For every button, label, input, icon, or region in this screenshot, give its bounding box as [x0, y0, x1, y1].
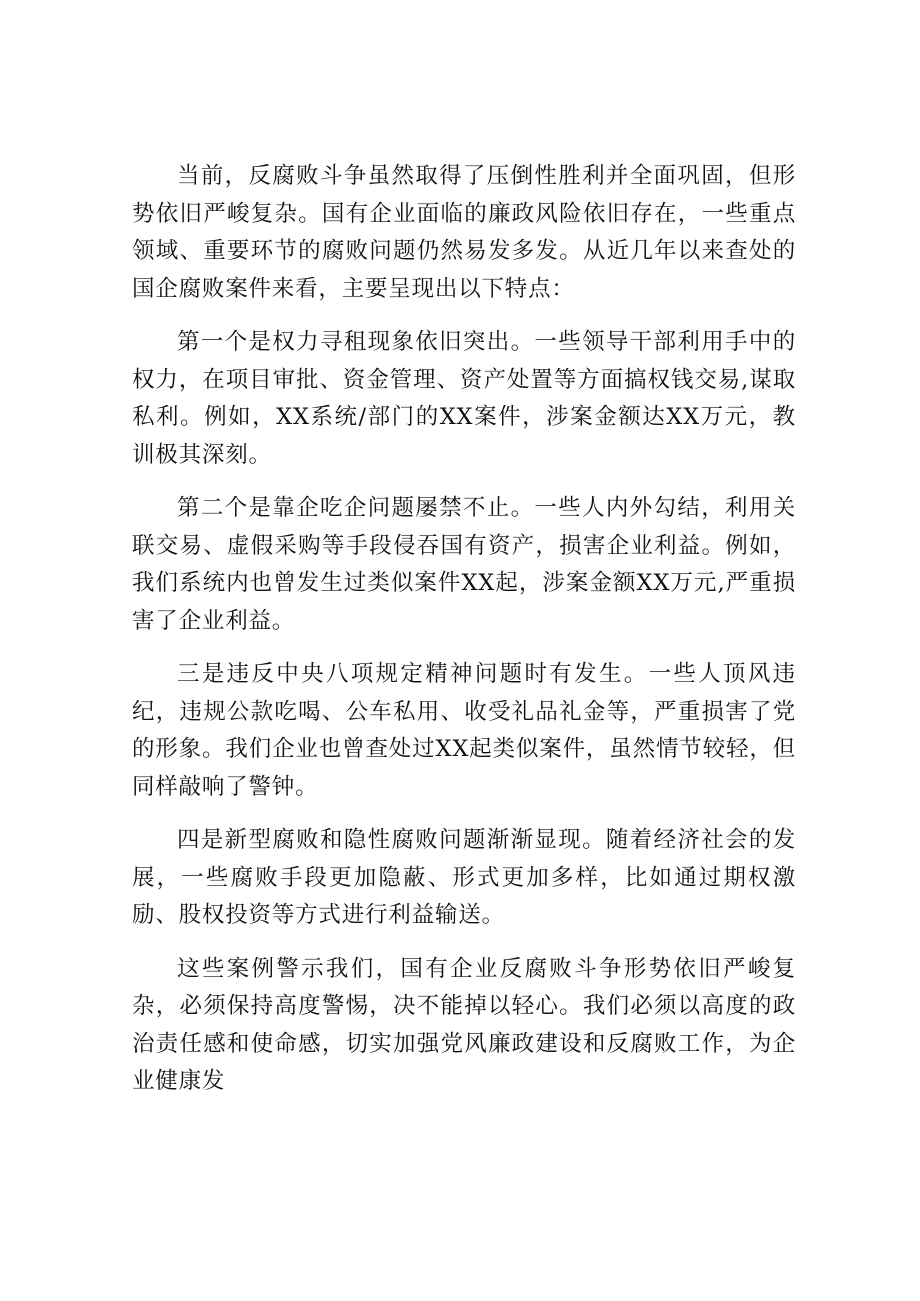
paragraph-point-3: 三是违反中央八项规定精神问题时有发生。一些人顶风违纪，违规公款吃喝、公车私用、收受礼品礼金等，严重损害了党的形象。我们企业也曾查处过XX起类似案件，虽然情节较轻，但同样敲响了警钟。 — [132, 661, 796, 800]
document-body — [132, 158, 796, 1117]
paragraph-point-1: 第一个是权力寻租现象依旧突出。一些领导干部利用手中的权力，在项目审批、资金管理、资产处置等方面搞权钱交易,谋取私利。例如，XX系统/部门的XX案件，涉案金额达XX万元，教训极其深刻。 — [132, 329, 796, 468]
paragraph-point-2: 第二个是靠企吃企问题屡禁不止。一些人内外勾结，利用关联交易、虚假采购等手段侵吞国有资产，损害企业利益。例如，我们系统内也曾发生过类似案件XX起，涉案金额XX万元,严重损害了企业利益。 — [132, 495, 796, 634]
paragraph-intro: 当前，反腐败斗争虽然取得了压倒性胜利并全面巩固，但形势依旧严峻复杂。国有企业面临的廉政风险依旧存在，一些重点领域、重要环节的腐败问题仍然易发多发。从近几年以来查处的国企腐败案件来看，主要呈现出以下特点： — [132, 163, 796, 302]
paragraph-conclusion: 这些案例警示我们，国有企业反腐败斗争形势依旧严峻复杂，必须保持高度警惕，决不能掉以轻心。我们必须以高度的政治责任感和使命感，切实加强党风廉政建设和反腐败工作，为企业健康发 — [132, 955, 796, 1094]
paragraph-point-4: 四是新型腐败和隐性腐败问题渐渐显现。随着经济社会的发展，一些腐败手段更加隐蔽、形式更加多样，比如通过期权激励、股权投资等方式进行利益输送。 — [132, 827, 796, 928]
